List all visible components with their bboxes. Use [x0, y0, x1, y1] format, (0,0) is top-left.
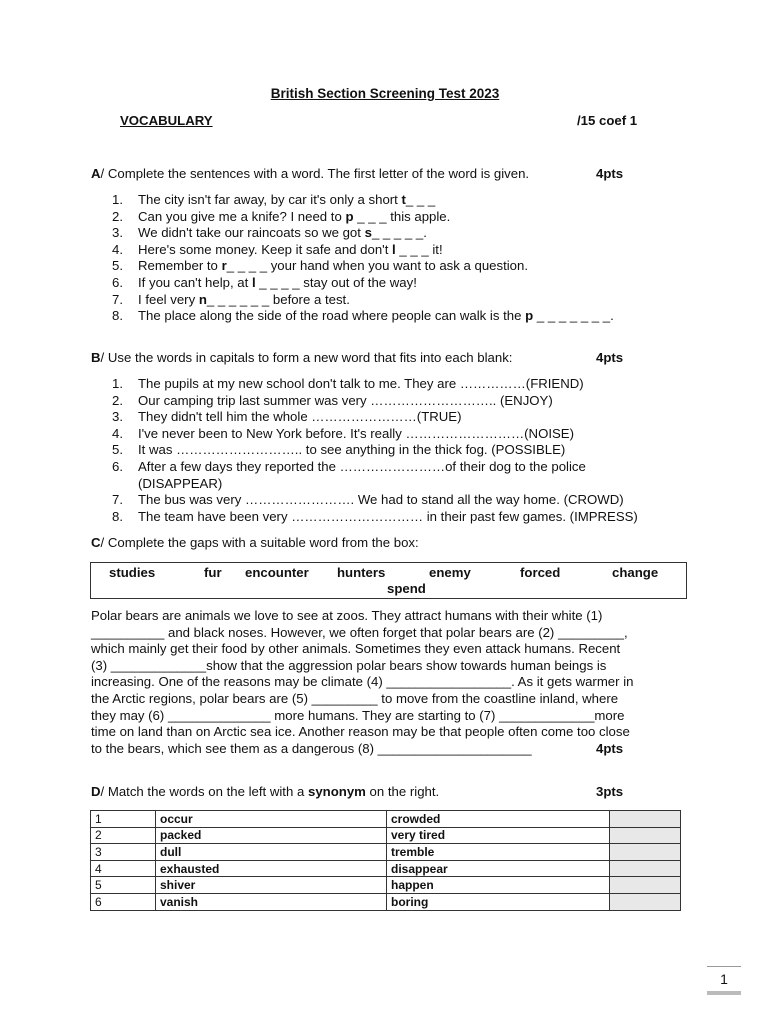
- answer-cell[interactable]: [610, 877, 681, 894]
- list-item: 3. We didn't take our raincoats so we got s_ _ _ _ _.: [112, 225, 427, 241]
- list-item: 6. After a few days they reported the ……………………of their dog to the police (DISAPPEAR): [112, 458, 586, 491]
- word-box: [90, 562, 687, 599]
- section-c-instruction: C/ Complete the gaps with a suitable word from the box:: [91, 535, 419, 550]
- section-b-points: 4pts: [596, 350, 624, 365]
- section-d-instruction: D/ Match the words on the left with a synonym on the right.: [91, 784, 440, 799]
- section-d-letter: D: [91, 784, 101, 799]
- page-title: British Section Screening Test 2023: [270, 86, 500, 101]
- section-b-list: [112, 376, 648, 525]
- section-d-points: 3pts: [596, 784, 624, 799]
- box-word: studies: [109, 565, 156, 580]
- answer-cell[interactable]: [610, 893, 681, 910]
- section-a-points: 4pts: [596, 166, 624, 181]
- section-c-paragraph: Polar bears are animals we love to see at zoos. They attract humans with their white (1) __________ and black noses. However, we often forget that polar bears are (2) _________, which mainly get their food by other animals. Sometimes they even attack humans. Recent (3) _____________show that the aggression polar bears show towards human beings is increasing. One of the reasons may be climate (4) _________________. As it gets warmer in the Arctic regions, polar bears are (5) _________ to move from the coastline inland, where they may (6) ______________ more humans. They are starting to (7) _____________more time on land than on Arctic sea ice. Another reason may be that people often come too close to the bears, which see them as a dangerous (8) _____________________: [91, 608, 634, 756]
- list-item: 2. Can you give me a knife? I need to p _ _ _ this apple.: [112, 208, 451, 224]
- list-item: 1. The pupils at my new school don't talk to me. They are ……………(FRIEND): [112, 376, 584, 391]
- list-item: 1. The city isn't far away, by car it's only a short t_ _ _: [112, 192, 436, 207]
- section-c-points: 4pts: [596, 741, 624, 756]
- table-row: 1 occur crowded: [91, 811, 681, 828]
- section-b-instruction: B/ Use the words in capitals to form a new word that fits into each blank:: [91, 350, 513, 365]
- table-row: 2 packed very tired: [91, 827, 681, 844]
- table-row: 3 dull tremble: [91, 844, 681, 861]
- box-word: change: [612, 565, 659, 580]
- list-item: 4. I've never been to New York before. It's really ………………………(NOISE): [112, 425, 574, 441]
- matching-table: [90, 810, 681, 911]
- box-word: encounter: [245, 565, 309, 580]
- section-a-list: [112, 192, 614, 325]
- box-word: forced: [520, 565, 561, 580]
- section-a-letter: A: [91, 166, 101, 181]
- section-b-letter: B: [91, 350, 101, 365]
- table-row: 6 vanish boring: [91, 893, 681, 910]
- answer-cell[interactable]: [610, 844, 681, 861]
- table-row: 5 shiver happen: [91, 877, 681, 894]
- list-item: 2. Our camping trip last summer was very ……………………….. (ENJOY): [112, 392, 553, 408]
- answer-cell[interactable]: [610, 860, 681, 877]
- list-item: 5. Remember to r_ _ _ _ your hand when you want to ask a question.: [112, 258, 529, 274]
- list-item: 7. The bus was very ……………………. We had to stand all the way home. (CROWD): [112, 491, 624, 507]
- vocabulary-heading: VOCABULARY: [120, 113, 213, 128]
- answer-cell[interactable]: [610, 827, 681, 844]
- list-item: 8. The place along the side of the road where people can walk is the p _ _ _ _ _ _ _.: [112, 308, 614, 324]
- list-item: 7. I feel very n_ _ _ _ _ _ before a test.: [112, 291, 350, 307]
- box-word: spend: [387, 581, 426, 596]
- table-row: 4 exhausted disappear: [91, 860, 681, 877]
- section-c-letter: C: [91, 535, 101, 550]
- box-word: fur: [204, 565, 222, 580]
- list-item: 8. The team have been very ………………………… in their past few games. (IMPRESS): [112, 508, 638, 524]
- list-item: 3. They didn't tell him the whole ……………………(TRUE): [112, 409, 462, 425]
- answer-cell[interactable]: [610, 811, 681, 828]
- list-item: 6. If you can't help, at l _ _ _ _ stay out of the way!: [112, 274, 417, 290]
- list-item: 5. It was ……………………….. to see anything in the thick fog. (POSSIBLE): [112, 442, 566, 458]
- section-a-instruction: A/ Complete the sentences with a word. The first letter of the word is given.: [91, 166, 530, 181]
- score-label: /15 coef 1: [577, 113, 638, 128]
- page-number: 1: [707, 966, 741, 995]
- list-item: 4. Here's some money. Keep it safe and don't l _ _ _ it!: [112, 241, 443, 257]
- box-word: enemy: [429, 565, 471, 580]
- box-word: hunters: [337, 565, 386, 580]
